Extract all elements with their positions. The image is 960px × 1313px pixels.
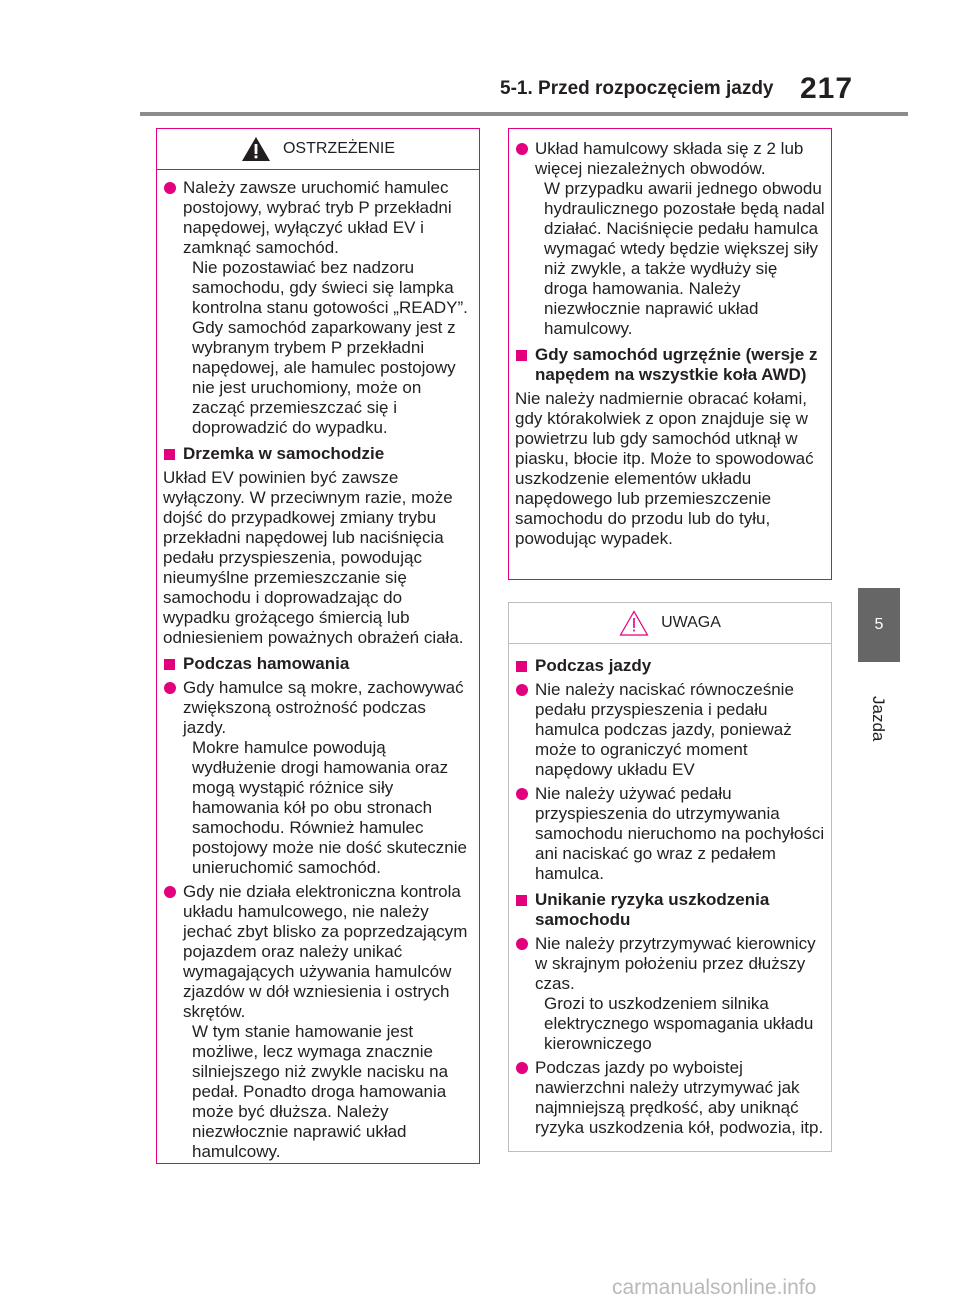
chapter-label: Jazda bbox=[869, 696, 888, 742]
list-item bbox=[515, 680, 825, 780]
warning-icon bbox=[241, 136, 271, 162]
bullet-text: Podczas jazdy po wyboistej nawierzchni należy utrzymywać jak najmniejszą prędkość, aby uniknąć ryzyka uszkodzenia kół, podwozia, itp. bbox=[535, 1058, 824, 1137]
chapter-tab bbox=[858, 588, 900, 662]
bullet-subtext: W przypadku awarii jednego obwodu hydraulicznego pozostałe będą nadal działać. Naciśnięcie pedału hamulca wymagać wtedy będzie większej siły niż zwykle, a także wydłuży się droga hamowania. Należy niezwłocznie naprawić układ hamulcowy. bbox=[544, 179, 825, 338]
header-rule bbox=[140, 112, 908, 116]
bullet-subtext: W tym stanie hamowanie jest możliwe, lecz wymaga znacznie silniejszego niż zwykle nacisku na pedał. Ponadto droga hamowania może być dłuższa. Należy niezwłocznie naprawić układ hamulcowy. bbox=[192, 1022, 449, 1161]
list-item bbox=[515, 784, 825, 884]
caution-icon bbox=[619, 610, 649, 636]
bullet-text: Nie należy przytrzymywać kierownicy w skrajnym położeniu przez dłuższy czas. bbox=[535, 934, 816, 993]
bullet-subtext: Grozi to uszkodzeniem silnika elektrycznego wspomagania układu kierowniczego bbox=[544, 994, 814, 1053]
chapter-number: 5 bbox=[874, 616, 884, 633]
notice-title: UWAGA bbox=[661, 614, 721, 631]
bullet-text: Gdy nie działa elektroniczna kontrola układu hamulcowego, nie należy jechać zbyt blisko za poprzedzającym pojazdem oraz należy unikać wymagających używania hamulców zjazdów w dół wzniesienia i ostrych skrętów. bbox=[183, 882, 468, 1021]
subheading: Drzemka w samochodzie bbox=[163, 444, 473, 464]
paragraph: Nie należy nadmiernie obracać kołami, gdy którakolwiek z opon znajduje się w powietrzu lub gdy samochód utknął w piasku, błocie itp. Może to spowodować uszkodzenie elementów układu napędowego lub przemieszczenie samochodu do przodu lub do tyłu, powodując wypadek. bbox=[515, 389, 814, 548]
list-item bbox=[515, 139, 825, 339]
notice-header bbox=[509, 603, 831, 644]
page-number: 217 bbox=[800, 72, 854, 105]
bullet-text: Gdy hamulce są mokre, zachowywać zwiększoną ostrożność podczas jazdy. bbox=[183, 678, 464, 737]
warning-box bbox=[156, 128, 480, 1164]
watermark: carmanualsonline.info bbox=[612, 1276, 817, 1299]
bullet-text: Należy zawsze uruchomić hamulec postojowy, wybrać tryb P przekładni napędowej, wyłączyć układ EV i zamknąć samochód. bbox=[183, 178, 452, 257]
subheading: Unikanie ryzyka uszkodzenia samochodu bbox=[515, 890, 825, 930]
list-item bbox=[163, 678, 473, 878]
notice-box bbox=[508, 602, 832, 1152]
bullet-subtext: Mokre hamulce powodują wydłużenie drogi hamowania oraz mogą wystąpić różnice siły hamowania kół po obu stronach samochodu. Również hamulec postojowy może nie dość skutecznie unieruchomić samochód. bbox=[192, 738, 467, 877]
subheading: Gdy samochód ugrzęźnie (wersje z napędem na wszystkie koła AWD) bbox=[515, 345, 825, 385]
paragraph: Układ EV powinien być zawsze wyłączony. W przeciwnym razie, może dojść do przypadkowej zmiany trybu przekładni napędowej lub naciśnięcia pedału przyspieszenia, powodując nieumyślne przemieszczanie się samochodu i doprowadzając do wypadku grożącego śmiercią lub odniesieniem poważnych obrażeń ciała. bbox=[163, 468, 464, 647]
warning-header bbox=[157, 129, 479, 170]
subheading: Podczas jazdy bbox=[515, 656, 825, 676]
subheading: Podczas hamowania bbox=[163, 654, 473, 674]
notice-body bbox=[509, 644, 831, 1150]
warning-continuation-body bbox=[509, 129, 831, 561]
bullet-text: Nie należy naciskać równocześnie pedału przyspieszenia i pedału hamulca podczas jazdy, ponieważ może to ograniczyć moment napędowy układu EV bbox=[535, 680, 794, 779]
bullet-text: Nie należy używać pedału przyspieszenia do utrzymywania samochodu nieruchomo na pochyłości ani naciskać go wraz z pedałem hamulca. bbox=[535, 784, 825, 883]
list-item bbox=[515, 1058, 825, 1138]
warning-body bbox=[157, 170, 479, 1174]
warning-continuation-box bbox=[508, 128, 832, 580]
warning-title: OSTRZEŻENIE bbox=[282, 140, 395, 157]
bullet-subtext: Nie pozostawiać bez nadzoru samochodu, gdy świeci się lampka kontrolna stanu gotowości „READY”. Gdy samochód zaparkowany jest z wybranym trybem P przekładni napędowej, ale hamulec postojowy nie jest uruchomiony, może on zacząć przemieszczać się i doprowadzić do wypadku. bbox=[192, 258, 468, 437]
list-item bbox=[163, 178, 473, 438]
section-title: 5-1. Przed rozpoczęciem jazdy bbox=[500, 78, 774, 99]
list-item bbox=[515, 934, 825, 1054]
bullet-text: Układ hamulcowy składa się z 2 lub więcej niezależnych obwodów. bbox=[535, 139, 804, 178]
list-item bbox=[163, 882, 473, 1162]
